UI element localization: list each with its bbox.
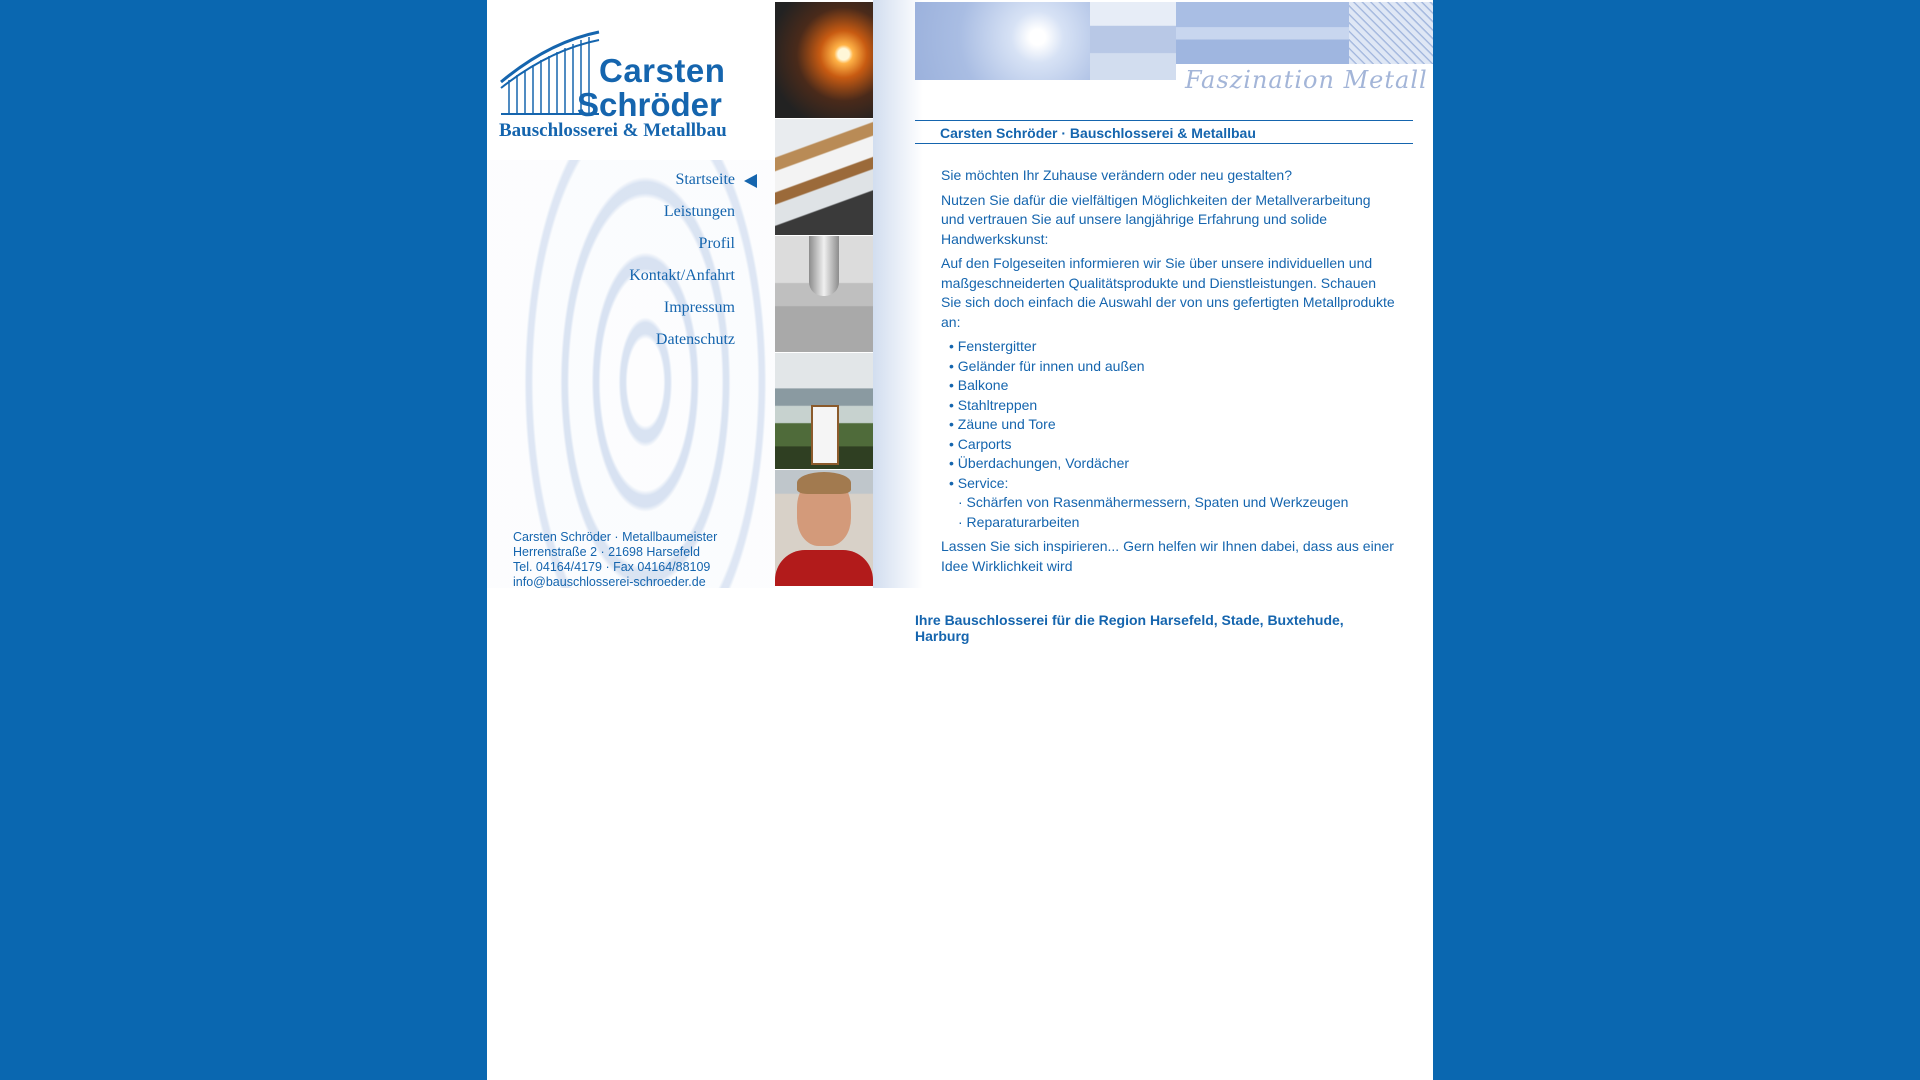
nav-label-leistungen: Leistungen [663,203,735,220]
nav-item-kontakt[interactable] [519,264,759,296]
list-item: • Service: [949,474,1009,491]
closing-paragraph: Lassen Sie sich inspirieren... Gern helfen wir Ihnen dabei, dass aus einer Idee Wirklichkeit wird [941,538,1394,574]
address-street: Herrenstraße 2 · 21698 Harsefeld [513,545,700,559]
address-name: Carsten Schröder · Metallbaumeister [513,530,718,544]
info-paragraph: Auf den Folgeseiten informieren wir Sie über unsere individuellen und maßgeschneiderten Qualitätsprodukte und Dienstleistungen. Schauen Sie sich doch einfach die Auswahl der von uns gefertigten Metallprodukte an: [941,255,1395,330]
list-item: • Balkone [949,377,1009,393]
logo-name-last: Schröder [577,86,722,123]
portrait-hair [797,472,851,494]
welding-photo [775,2,873,118]
page [487,0,1433,1080]
drill-photo [775,236,873,352]
address-phone: Tel. 04164/4179 · Fax 04164/88109 [513,560,711,574]
banner-slogan: Faszination Metall [1185,66,1428,94]
photo-strip [775,2,873,588]
intro-question: Sie möchten Ihr Zuhause verändern oder neu gestalten? [941,167,1293,183]
decorative-fade [873,0,923,588]
nav-item-datenschutz[interactable] [519,328,759,360]
nav-item-leistungen[interactable] [519,200,759,232]
service-item: · Schärfen von Rasenmähermessern, Spaten und Werkzeugen [958,494,1349,510]
list-item: • Geländer für innen und außen [949,357,1145,374]
content-title-bar [915,120,1413,144]
nav-label-startseite: Startseite [675,171,735,188]
banner-image-mesh [1349,2,1433,64]
list-item: • Fenstergitter [949,338,1037,354]
staircase-photo [775,119,873,235]
balcony-photo [775,353,873,469]
active-arrow-icon [744,174,757,188]
contact-address [513,530,717,588]
nav-item-startseite[interactable] [519,168,759,200]
left-column [487,0,775,588]
nav-label-kontakt: Kontakt/Anfahrt [629,267,735,284]
logo-name-first: Carsten [599,52,726,89]
list-item: • Stahltreppen [949,396,1038,413]
page-title: Carsten Schröder · Bauschlosserei & Metallbau [940,125,1256,141]
list-item: • Zäune und Tore [949,416,1056,432]
service-item: · Reparaturarbeiten [958,513,1080,530]
main-content [941,166,1396,581]
list-item: • Überdachungen, Vordächer [949,455,1130,471]
intro-paragraph: Nutzen Sie dafür die vielfältigen Möglichkeiten der Metallverarbeitung und vertrauen Sie auf unsere langjährige Erfahrung und solide Handwerkskunst: [941,191,1371,247]
owner-portrait-photo [775,470,873,586]
banner-image-sparks [915,2,1090,80]
company-logo[interactable] [499,22,749,144]
banner-image-welding [1176,2,1349,64]
portrait-shirt [775,550,873,586]
logo-tagline: Bauschlosserei & Metallbau [499,120,727,141]
address-email[interactable]: info@bauschlosserei-schroeder.de [513,575,706,588]
main-navigation [519,168,759,360]
nav-label-impressum: Impressum [663,299,735,316]
nav-item-profil[interactable] [519,232,759,264]
nav-item-impressum[interactable] [519,296,759,328]
list-item: • Carports [949,435,1012,452]
banner-image-metal [1090,2,1176,80]
region-tagline: Ihre Bauschlosserei für die Region Harsefeld, Stade, Buxtehude, Harburg [915,612,1344,644]
nav-label-datenschutz: Datenschutz [655,331,735,348]
nav-label-profil: Profil [698,235,735,252]
product-list [949,337,1396,532]
